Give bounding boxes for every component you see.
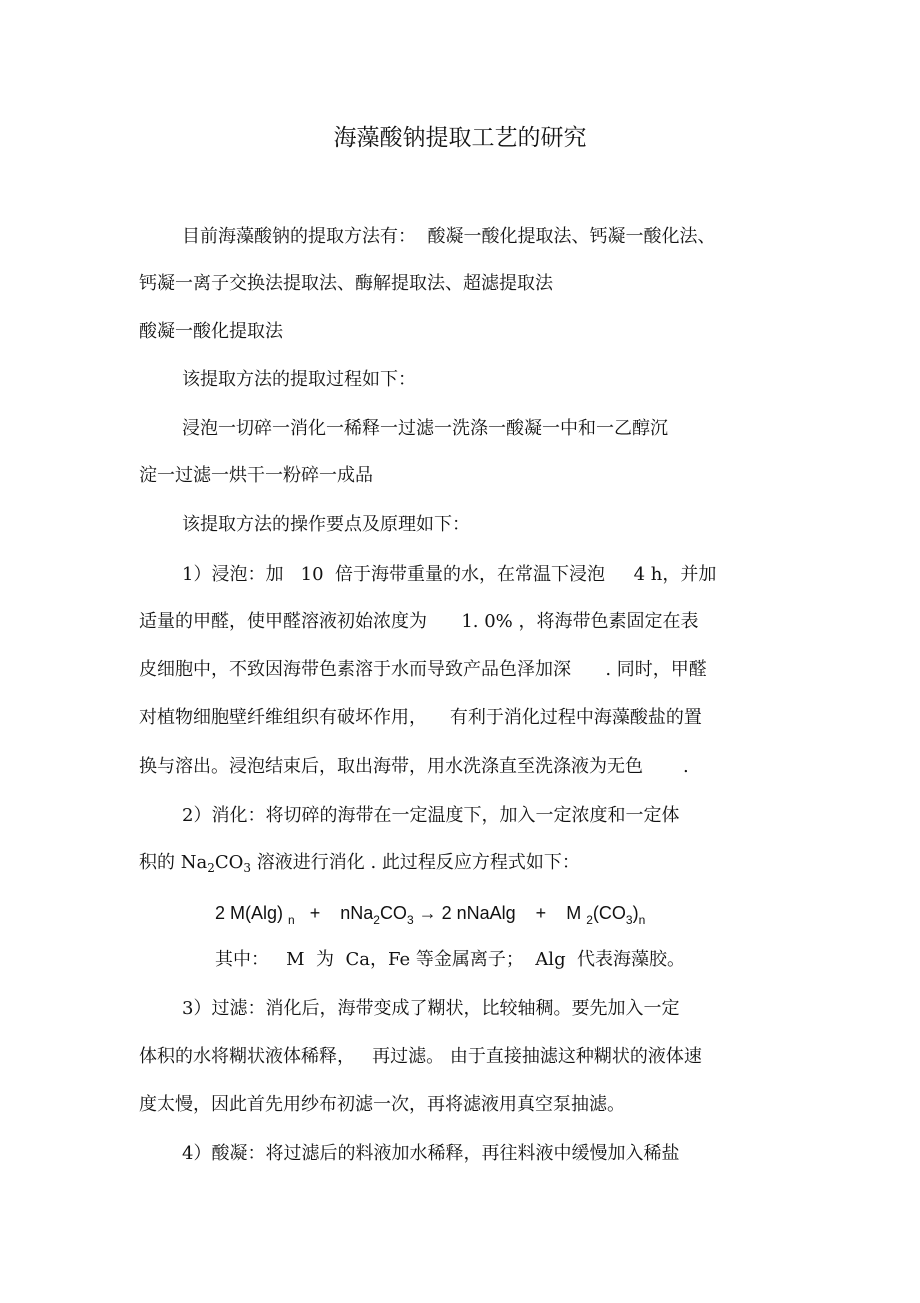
eq-sub-3b: 3: [625, 913, 633, 927]
eq-sub-2: 2: [373, 913, 380, 927]
eq-sub-2b: 2: [586, 913, 593, 927]
step1-line-1: 1）浸泡：加 10 倍于海带重量的水，在常温下浸泡 4 h，并加: [182, 564, 717, 585]
step2-line-2-sub1: 2: [207, 861, 215, 875]
step2-line-2-sub2: 3: [243, 861, 252, 875]
step2-line-2-mid: CO: [214, 852, 244, 873]
step1-line-5: 换与溶出。浸泡结束后，取出海带，用水洗涤直至洗涤液为无色 .: [139, 756, 689, 777]
eq-part-2: + nNa: [294, 903, 374, 923]
eq-part-4: → 2 nNaAlg + M: [413, 903, 587, 923]
document-title: 海藻酸钠提取工艺的研究: [333, 125, 587, 151]
eq-sub-3: 3: [406, 913, 414, 927]
intro-line-2: 钙凝一离子交换法提取法、酶解提取法、超滤提取法: [139, 273, 553, 294]
eq-sub-n1: n: [288, 913, 295, 927]
eq-part-5: (CO: [592, 903, 626, 923]
equation-where: 其中： M 为 Ca，Fe 等金属离子； Alg 代表海藻胶。: [215, 949, 686, 970]
step2-line-2-pre: 积的 Na: [139, 852, 208, 873]
step3-line-3: 度太慢，因此首先用纱布初滤一次，再将滤液用真空泵抽滤。: [139, 1094, 625, 1115]
step2-line-2: [139, 851, 580, 875]
step1-line-4: 对植物细胞壁纤维组织有破坏作用， 有利于消化过程中海藻酸盐的置: [139, 707, 702, 728]
eq-part-3: CO: [379, 903, 407, 923]
eq-part-6: ): [632, 903, 639, 923]
step1-line-3: 皮细胞中，不致因海带色素溶于水而导致产品色泽加深 . 同时，甲醛: [139, 659, 707, 680]
intro-line-1: 目前海藻酸钠的提取方法有： 酸凝一酸化提取法、钙凝一酸化法、: [182, 226, 716, 247]
step1-line-2: 适量的甲醛，使甲醛溶液初始浓度为 1. 0% ，将海带色素固定在表: [139, 611, 699, 632]
step4-line-1: 4）酸凝：将过滤后的料液加水稀释，再往料液中缓慢加入稀盐: [182, 1143, 680, 1164]
process-intro: 该提取方法的提取过程如下：: [182, 369, 416, 390]
section-heading: 酸凝一酸化提取法: [139, 321, 283, 342]
eq-sub-n2: n: [638, 913, 646, 927]
reaction-equation: [215, 901, 645, 925]
step3-line-2: 体积的水将糊状液体稀释， 再过滤。 由于直接抽滤这种糊状的液体速: [139, 1046, 702, 1067]
step3-line-1: 3）过滤：消化后，海带变成了糊状，比较轴稠。要先加入一定: [182, 998, 680, 1019]
points-intro: 该提取方法的操作要点及原理如下：: [182, 514, 470, 535]
step2-line-1: 2）消化：将切碎的海带在一定温度下，加入一定浓度和一定体: [182, 805, 680, 826]
eq-part-1: 2 M(Alg): [215, 903, 289, 923]
step2-line-2-post: 溶液进行消化 . 此过程反应方程式如下：: [251, 852, 580, 873]
process-line-1: 浸泡一切碎一消化一稀释一过滤一洗涤一酸凝一中和一乙醇沉: [182, 418, 668, 439]
process-line-2: 淀一过滤一烘干一粉碎一成品: [139, 465, 373, 486]
